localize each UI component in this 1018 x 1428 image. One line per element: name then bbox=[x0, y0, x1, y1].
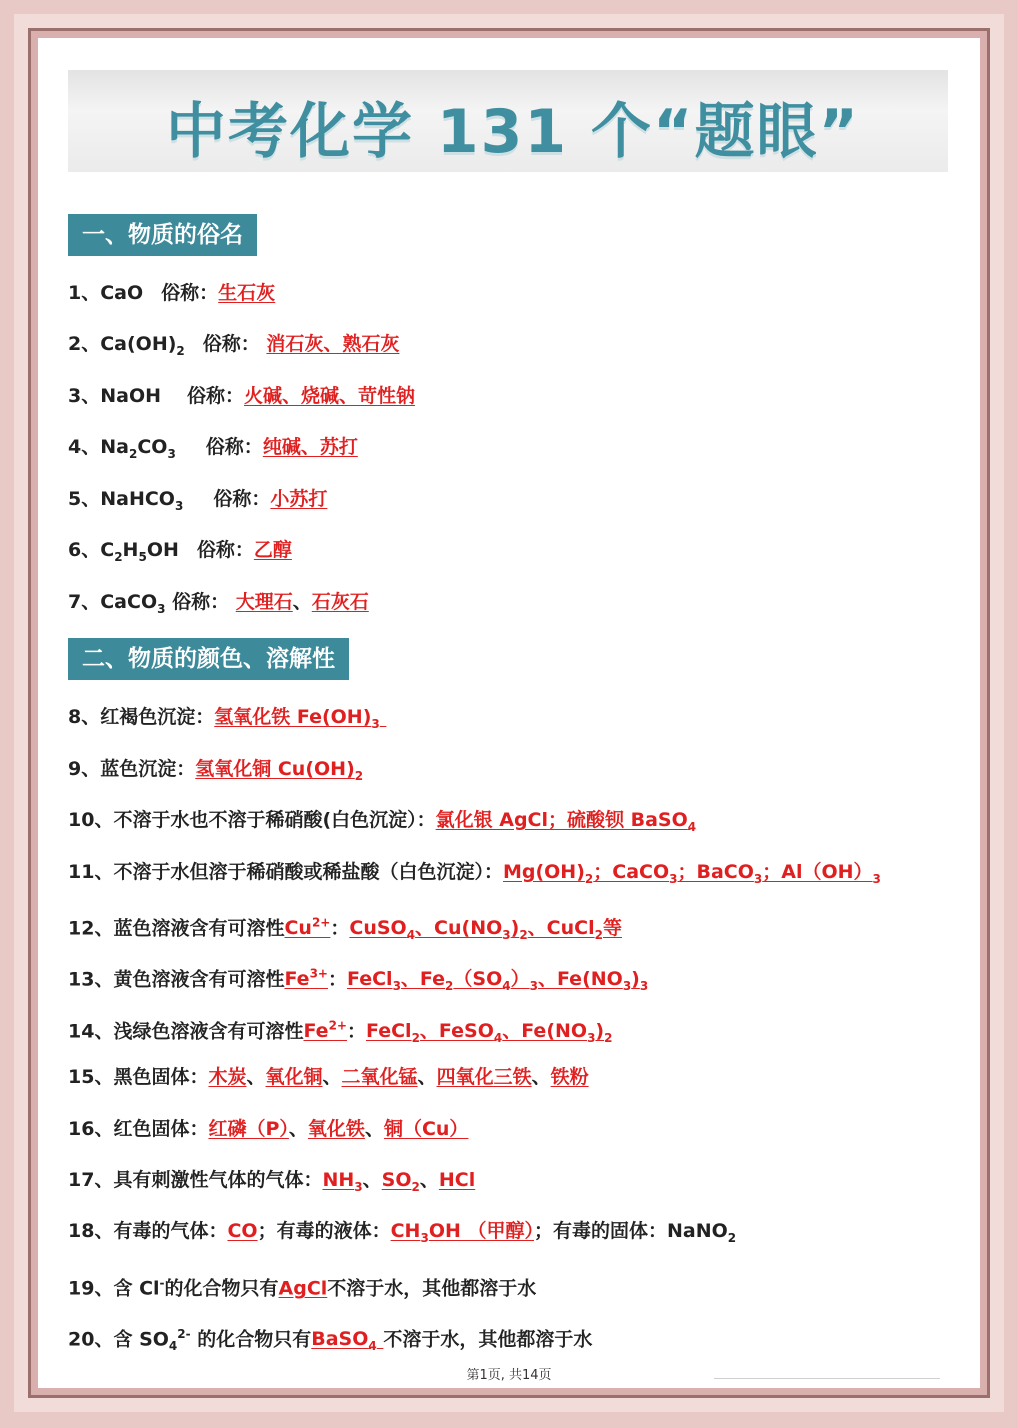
list-item: 5、NaHCO$_3$ 俗称：小苏打 bbox=[68, 488, 328, 513]
list-item: 10、不溶于水也不溶于稀硝酸(白色沉淀）：氯化银 AgCl；硫酸钡 BaSO$_4$ bbox=[68, 809, 697, 834]
list-item: 14、浅绿色溶液含有可溶性$Fe^{2+}$：FeCl$_2$、FeSO$_4$、$Fe(NO_3)_2$ bbox=[68, 1019, 613, 1046]
list-item: 17、具有刺激性气体的气体：$NH_3$、$SO_2$、HCl bbox=[68, 1169, 476, 1194]
list-item: 6、$C_2H_5OH$ 俗称：乙醇 bbox=[68, 539, 292, 564]
page-number: 第1页, 共14页 bbox=[466, 1368, 552, 1383]
list-item: 7、CaCO$_3$ 俗称： 大理石、石灰石 bbox=[68, 591, 369, 616]
list-item: 2、$Ca(OH)_2$ 俗称： 消石灰、熟石灰 bbox=[68, 333, 400, 358]
document-page bbox=[38, 38, 980, 1388]
list-item: 15、黑色固体：木炭、氧化铜、二氧化锰、四氧化三铁、铁粉 bbox=[68, 1066, 589, 1088]
list-item: 12、蓝色溶液含有可溶性$Cu^{2+}$：CuSO$_4$、$Cu(NO_3)_2$、CuCl$_2$等 bbox=[68, 916, 622, 943]
list-item: 9、蓝色沉淀：氢氧化铜 $Cu(OH)_2$ bbox=[68, 758, 364, 783]
list-item: 16、红色固体：红磷（P）、氧化铁、铜（Cu） bbox=[68, 1118, 469, 1140]
list-item: 1、CaO 俗称：生石灰 bbox=[68, 282, 276, 304]
list-item: 19、含 Cl-的化合物只有AgCl不溶于水，其他都溶于水 bbox=[68, 1276, 537, 1300]
list-item: 11、不溶于水但溶于稀硝酸或稀盐酸（白色沉淀）：$Mg(OH)_2$；CaCO$_3$；BaCO$_3$；$Al(OH)_3$ bbox=[68, 861, 881, 886]
list-item: 20、含 $SO_4^{2-}$ 的化合物只有BaSO$_4$ 不溶于水，其他都溶于水 bbox=[68, 1327, 593, 1354]
list-item: 8、红褐色沉淀：氢氧化铁 $Fe(OH)_3$ bbox=[68, 706, 380, 731]
title-bar bbox=[68, 70, 948, 172]
list-item: 13、黄色溶液含有可溶性$Fe^{3+}$：FeCl$_3$、$Fe_2(SO_4)_3$、$Fe(NO_3)_3$ bbox=[68, 967, 649, 994]
page-title: 中考化学 131 个“题眼” bbox=[166, 97, 860, 167]
list-item: 4、$Na_2CO_3$ 俗称：纯碱、苏打 bbox=[68, 436, 358, 461]
list-item: 3、NaOH 俗称：火碱、烧碱、苛性钠 bbox=[68, 385, 416, 407]
list-item: 18、有毒的气体：CO；有毒的液体：$CH_3OH$ （甲醇）；有毒的固体：NaNO$_2$ bbox=[68, 1220, 737, 1245]
section-heading-names: 一、物质的俗名 bbox=[68, 214, 257, 256]
section-heading-colors: 二、物质的颜色、溶解性 bbox=[68, 638, 349, 680]
